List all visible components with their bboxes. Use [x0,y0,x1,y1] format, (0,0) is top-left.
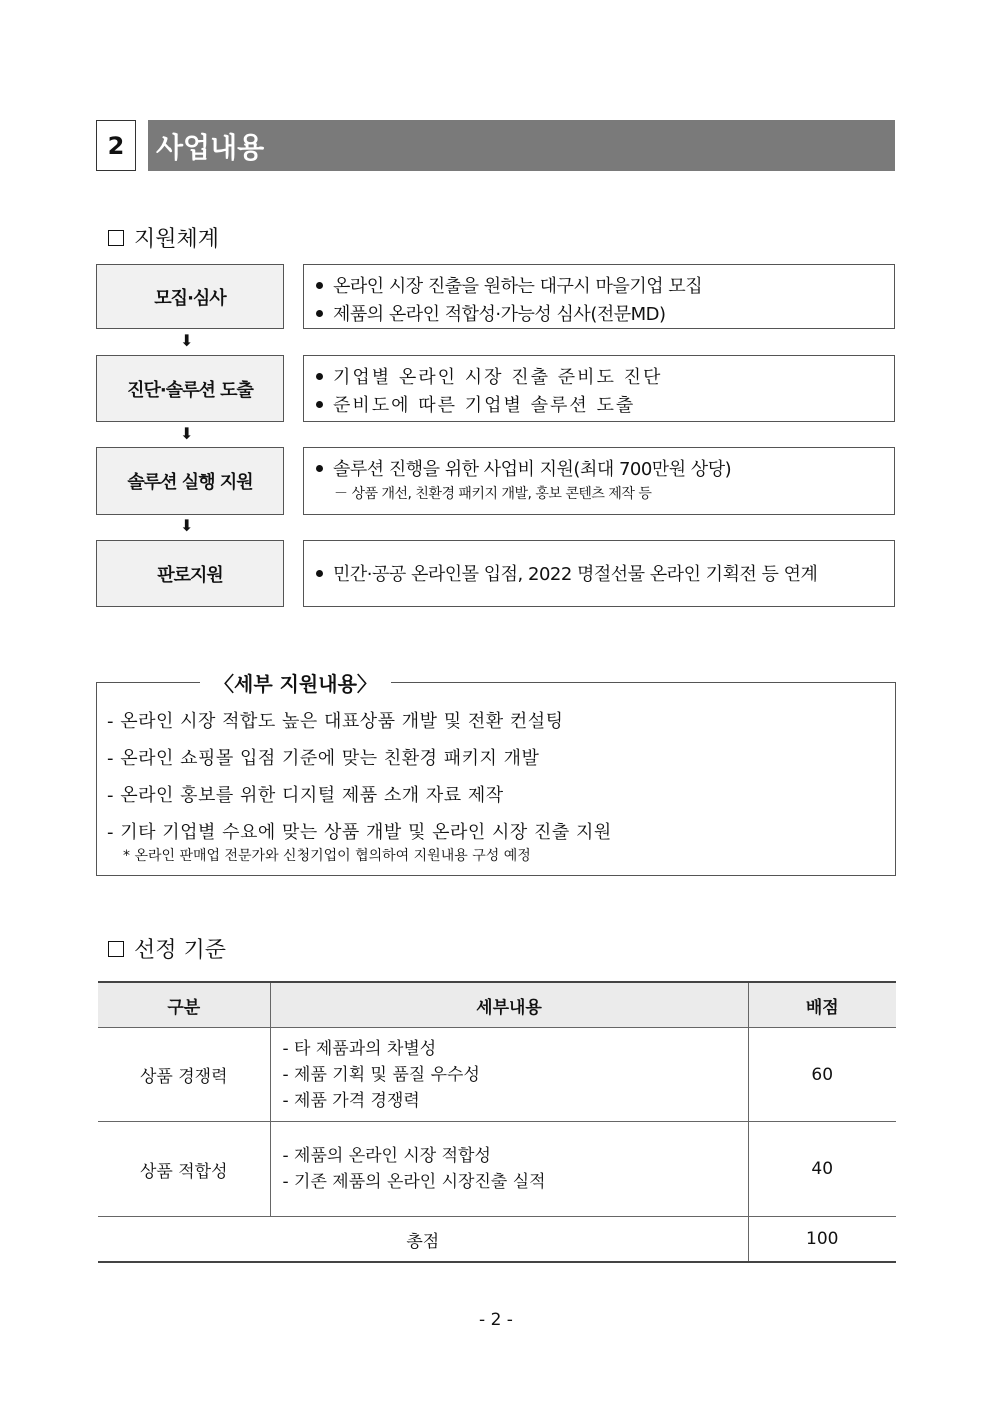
desc-item-text: 제품의 온라인 적합성·가능성 심사(전문MD) [333,304,666,325]
detail-note: * 온라인 판매업 전문가와 신청기업이 협의하여 지원내용 구성 예정 [123,848,531,864]
desc-item [316,390,894,418]
table-row [98,1028,896,1122]
detail-support-box [96,682,896,876]
row-category: 상품 적합성 [98,1122,270,1217]
down-arrow-icon: ⬇ [180,516,194,535]
desc-item-text: 솔루션 진행을 위한 사업비 지원(최대 700만원 상당) [333,459,732,480]
criteria-table [98,981,896,1263]
stage-market-support: 판로지원 [96,540,284,607]
table-row [98,1122,896,1217]
desc-sub-item: － 상품 개선, 친환경 패키지 개발, 홍보 콘텐츠 제작 등 [334,486,652,502]
support-system-heading [108,222,219,253]
section-title: 사업내용 [148,120,895,171]
detail-line: - 제품의 온라인 시장 적합성 [282,1146,491,1166]
down-arrow-icon: ⬇ [180,331,194,350]
detail-line: - 기존 제품의 온라인 시장진출 실적 [282,1172,546,1192]
stage-solution-execution-desc [303,447,895,515]
row-score: 60 [748,1028,896,1122]
desc-item-text: 기업별 온라인 시장 진출 준비도 진단 [333,367,663,388]
desc-item [316,271,894,299]
bullet-icon [316,401,323,408]
row-score: 40 [748,1122,896,1217]
detail-item: - 온라인 홍보를 위한 디지털 제품 소개 자료 제작 [107,784,504,806]
header-score: 배점 [748,982,896,1028]
desc-item [316,541,894,605]
desc-item-text: 민간·공공 온라인몰 입점, 2022 명절선물 온라인 기획전 등 연계 [333,564,818,585]
checkbox-square-icon [108,941,124,957]
detail-item: - 온라인 쇼핑몰 입점 기준에 맞는 친환경 패키지 개발 [107,747,540,769]
total-score: 100 [748,1217,896,1263]
detail-line: - 제품 가격 경쟁력 [282,1090,420,1111]
criteria-heading-text: 선정 기준 [134,938,227,963]
table-header-row [98,982,896,1028]
detail-line: - 타 제품과의 차별성 [282,1038,437,1059]
detail-line: - 제품 기획 및 품질 우수성 [282,1064,480,1085]
detail-title: 〈세부 지원내용〉 [200,668,391,697]
bullet-icon [316,465,323,472]
bullet-icon [316,282,323,289]
stage-recruit-review: 모집·심사 [96,264,284,329]
criteria-heading [108,933,226,964]
total-label: 총점 [98,1217,748,1263]
row-details [270,1028,748,1122]
stage-market-support-desc [303,540,895,607]
stage-diagnosis-solution: 진단·솔루션 도출 [96,355,284,422]
desc-item-text: 준비도에 따른 기업별 솔루션 도출 [333,395,636,416]
stage-diagnosis-solution-desc [303,355,895,422]
section-number: 2 [96,120,136,171]
table-total-row [98,1217,896,1263]
checkbox-square-icon [108,230,124,246]
bullet-icon [316,310,323,317]
header-category: 구분 [98,982,270,1028]
down-arrow-icon: ⬇ [180,424,194,443]
detail-item: - 온라인 시장 적합도 높은 대표상품 개발 및 전환 컨설팅 [107,710,564,732]
support-system-heading-text: 지원체계 [134,227,220,252]
bullet-icon [316,373,323,380]
stage-solution-execution: 솔루션 실행 지원 [96,447,284,515]
row-category: 상품 경쟁력 [98,1028,270,1122]
detail-item: - 기타 기업별 수요에 맞는 상품 개발 및 온라인 시장 진출 지원 [107,821,612,843]
header-details: 세부내용 [270,982,748,1028]
stage-recruit-review-desc [303,264,895,329]
desc-item [316,299,894,327]
bullet-icon [316,570,323,577]
page-number: - 2 - [479,1310,513,1330]
desc-item [316,454,894,482]
desc-item-text: 온라인 시장 진출을 원하는 대구시 마을기업 모집 [333,276,703,297]
row-details [270,1122,748,1217]
desc-item [316,362,894,390]
